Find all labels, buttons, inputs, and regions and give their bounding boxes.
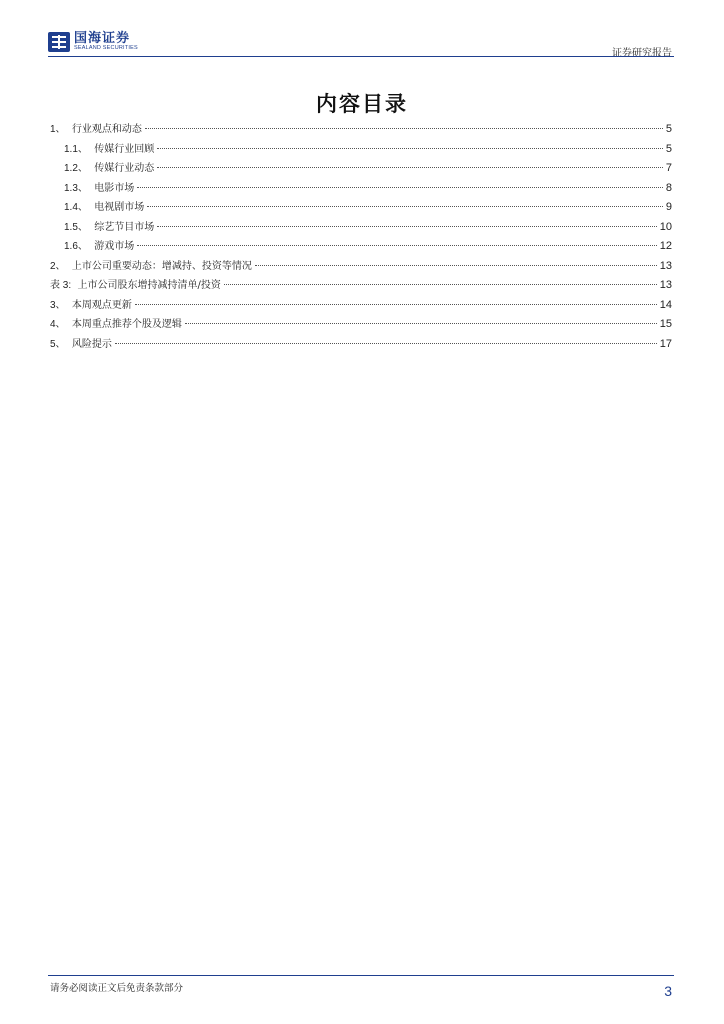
toc-entry-page: 10 [659,220,672,233]
toc-entry[interactable] [50,296,672,316]
toc-entry-label: 本周观点更新 [71,299,132,311]
toc-title: 内容目录 [316,92,408,116]
toc-leader-dots [255,265,657,266]
toc-entry-page: 5 [665,123,672,135]
toc-entry-label: 本周重点推荐个股及逻辑 [71,319,182,330]
table-of-contents [50,120,672,354]
header-divider [48,56,674,57]
toc-entry-number: 5、 [50,338,66,350]
toc-entry-label: 电视剧市场 [94,202,145,213]
toc-entry-label: 游戏市场 [94,241,135,252]
toc-entry-page: 7 [665,162,672,174]
toc-entry-page: 17 [659,337,672,350]
footer-divider [48,975,674,976]
toc-entry-number: 1、 [50,124,66,135]
toc-entry-label: 传媒行业动态 [94,163,155,174]
toc-entry[interactable] [50,335,672,355]
page-number: 3 [664,983,672,999]
toc-entry[interactable] [50,179,672,199]
toc-leader-dots [185,323,657,324]
toc-entry-page: 15 [659,318,672,330]
toc-entry-number: 4、 [50,319,66,330]
toc-entry-label: 上市公司股东增持减持清单/投资 [77,280,221,291]
toc-leader-dots [137,187,663,188]
toc-entry-number: 3、 [50,299,66,311]
logo-chinese-name: 国海证券 [74,31,131,47]
toc-entry-number: 2、 [50,260,66,272]
toc-entry-label: 上市公司重要动态：增减持、投资等情况 [71,260,252,272]
toc-entry-page: 14 [659,298,672,311]
toc-entry-label: 风险提示 [71,338,112,350]
toc-entry[interactable] [50,140,672,160]
toc-leader-dots [145,128,663,129]
toc-leader-dots [157,148,663,149]
toc-entry[interactable] [50,120,672,140]
toc-entry[interactable] [50,276,672,296]
toc-entry[interactable] [50,257,672,277]
toc-leader-dots [137,245,656,246]
logo-english-name: SEALAND SECURITIES [74,45,138,52]
toc-entry[interactable] [50,237,672,257]
report-type-label: 证券研究报告 [612,48,672,59]
toc-entry[interactable] [50,315,672,335]
toc-entry-label: 传媒行业回顾 [94,143,155,155]
toc-entry[interactable] [50,159,672,179]
disclaimer-note: 请务必阅读正文后免责条款部分 [50,983,184,994]
toc-entry-number: 1.1、 [64,143,88,155]
toc-entry-number: 1.2、 [64,163,88,174]
toc-entry-number: 1.6、 [64,241,88,252]
toc-leader-dots [224,284,657,285]
toc-entry-page: 5 [665,142,672,155]
toc-entry-label: 行业观点和动态 [71,124,142,135]
toc-entry-page: 13 [659,259,672,272]
company-logo [48,32,138,52]
toc-leader-dots [157,226,656,227]
toc-entry-number: 1.3、 [64,182,88,194]
toc-entry-number: 表 3: [50,280,72,291]
page-header [48,30,674,59]
toc-entry-label: 电影市场 [94,182,135,194]
toc-entry-label: 综艺节目市场 [94,221,155,233]
toc-entry[interactable] [50,218,672,238]
toc-leader-dots [147,206,663,207]
toc-entry-page: 13 [659,279,672,291]
toc-entry-number: 1.4、 [64,202,88,213]
sealand-logo-icon [48,32,70,52]
toc-entry-page: 8 [665,181,672,194]
toc-entry-page: 9 [665,201,672,213]
toc-leader-dots [115,343,657,344]
toc-entry-number: 1.5、 [64,221,88,233]
toc-entry[interactable] [50,198,672,218]
toc-leader-dots [157,167,663,168]
toc-entry-page: 12 [659,240,672,252]
toc-leader-dots [135,304,657,305]
